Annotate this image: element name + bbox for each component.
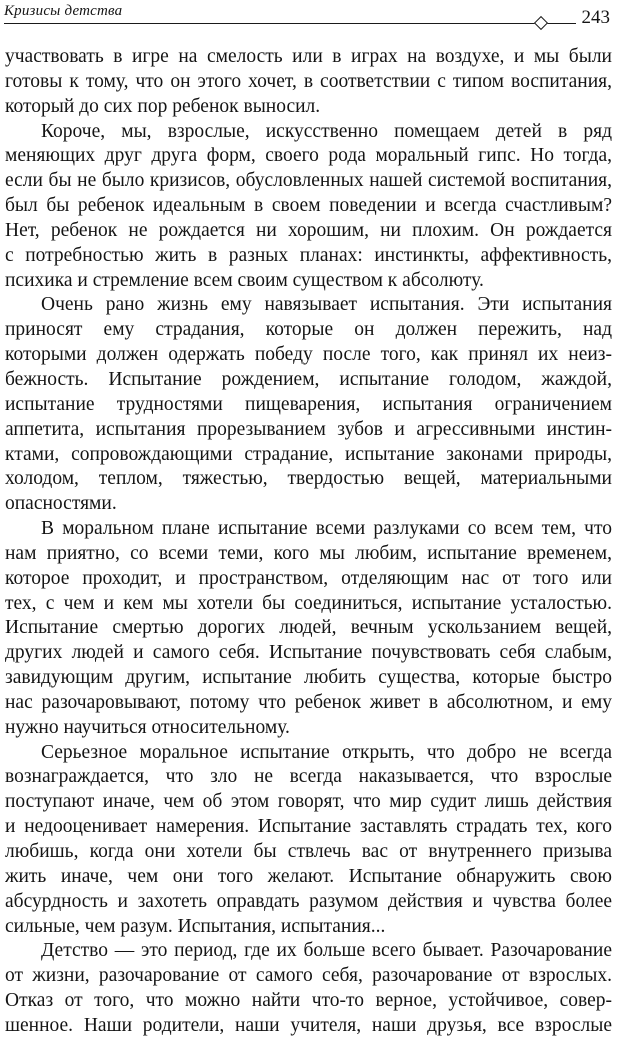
text-line: нас разочаровывают, потому что ребенок живет в абсолютном, и ему (5, 691, 612, 713)
paragraph-first-line: Серьезное моральное испытание открыть, что добро не всегда (41, 741, 612, 763)
text-line: любишь, когда они хотели бы ствлечь вас от внутреннего призыва (5, 841, 612, 862)
text-line: Отказ от того, что можно найти что-то верное, устойчивое, совер- (5, 990, 612, 1012)
text-line: приносят ему страдания, которые он должен пережить, над (5, 319, 612, 341)
text-line: завидующим другим, испытание любить существа, которые быстро (5, 667, 612, 689)
paragraph-first-line: В моральном плане испытание всеми разлуками со всем тем, что (41, 518, 612, 540)
text-line: ктами, сопровождающими страдание, испытание законами природы, (5, 443, 612, 465)
text-line: жить иначе, чем они того желают. Испытание обнаружить свою (5, 865, 612, 887)
text-line: если бы не было кризисов, обусловленных нашей системой воспитания, (5, 170, 612, 192)
text-line: нам приятно, со всеми теми, кого мы любим, испытание временем, (5, 542, 612, 564)
running-title: Кризисы детства (4, 3, 123, 19)
text-line: участвовать в игре на смелость или в играх на воздухе, и мы были (5, 46, 612, 67)
text-line: поступают иначе, чем об этом говорят, что мир судит лишь действия (5, 791, 612, 813)
text-line: шенное. Наши родители, наши учителя, наши друзья, все взрослые (5, 1014, 612, 1036)
text-line: которое проходит, и пространством, отделяющим нас от того или (5, 567, 612, 589)
page-number: 243 (581, 7, 610, 28)
text-line: с потребностью жить в разных планах: инстинкты, аффективность, (5, 244, 612, 266)
text-line: абсурдность и захотеть оправдать разумом действия и чувства более (5, 890, 612, 912)
text-line: меняющих друг друга форм, своего рода моральный гипс. Но тогда, (5, 145, 612, 167)
text-line: других людей и самого себя. Испытание почувствовать себя слабым, (5, 642, 612, 664)
text-line: Испытание смертью дорогих людей, вечным ускользанием вещей, (5, 617, 612, 639)
text-line: сильные, чем разум. Испытания, испытания... (5, 915, 386, 937)
paragraph-first-line: Очень рано жизнь ему навязывает испытания. Эти испытания (41, 294, 612, 316)
text-line: вознаграждается, что зло не всегда наказывается, что взрослые (5, 766, 612, 788)
text-line: и недооценивает намерения. Испытание заставлять страдать тех, кого (5, 816, 612, 838)
text-line: бежность. Испытание рождением, испытание голодом, жаждой, (5, 368, 612, 390)
text-line: тех, с чем и кем мы хотели бы соединиться, испытание усталостью. (5, 592, 612, 614)
paragraph-first-line: Детство — это период, где их больше всего бывает. Разочарование (41, 940, 612, 962)
text-line: готовы к тому, что он этого хочет, в соответствии с типом воспитания, (5, 70, 612, 92)
text-line: от жизни, разочарование от самого себя, разочарование от взрослых. (5, 965, 612, 987)
running-header (4, 2, 616, 28)
text-line: нужно научиться относительному. (5, 716, 290, 738)
text-line: опасностями. (5, 493, 117, 515)
diamond-ornament-icon (534, 16, 548, 30)
text-line: которыми должен одержать победу после того, как принял их неиз- (5, 344, 612, 366)
text-line: который до сих пор ребенок выносил. (5, 95, 321, 117)
text-line: испытание трудностями пищеварения, испытания ограничением (5, 393, 612, 415)
header-rule (4, 23, 576, 24)
body-text (5, 45, 612, 1039)
text-line: Нет, ребенок не рождается ни хорошим, ни плохим. Он рождается (5, 219, 612, 241)
text-line: аппетита, испытания прорезыванием зубов и агрессивными инстин- (5, 418, 612, 440)
text-line: психика и стремление всем своим существом к абсолюту. (5, 269, 484, 291)
text-line: был бы ребенок идеальным в своем поведении и всегда счастливым? (5, 195, 612, 217)
text-line: холодом, теплом, тяжестью, твердостью вещей, материальными (5, 468, 612, 490)
paragraph-first-line: Короче, мы, взрослые, искусственно помещаем детей в ряд (41, 120, 612, 142)
